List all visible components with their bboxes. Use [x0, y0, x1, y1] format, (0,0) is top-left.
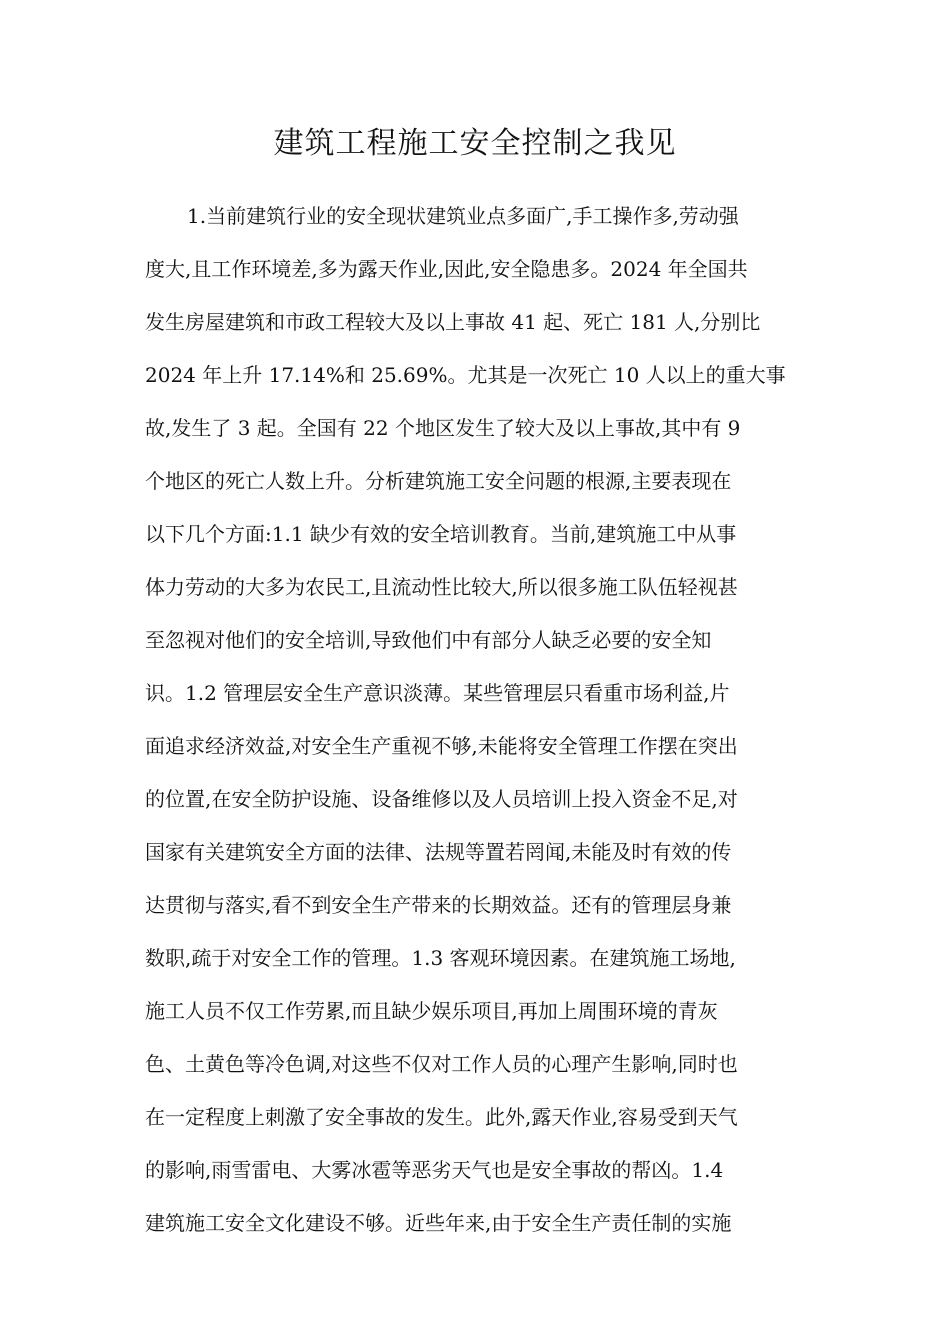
body-line: 的位置,在安全防护设施、设备维修以及人员培训上投入资金不足,对: [145, 787, 738, 811]
body-line: 发生房屋建筑和市政工程较大及以上事故 41 起、死亡 181 人,分别比: [145, 310, 761, 334]
body-line: 识。1.2 管理层安全生产意识淡薄。某些管理层只看重市场利益,片: [145, 681, 730, 705]
body-line: 故,发生了 3 起。全国有 22 个地区发生了较大及以上事故,其中有 9: [145, 416, 741, 440]
body-line: 至忽视对他们的安全培训,导致他们中有部分人缺乏必要的安全知: [145, 628, 712, 652]
document-title: 建筑工程施工安全控制之我见: [273, 126, 677, 161]
body-line: 的影响,雨雪雷电、大雾冰雹等恶劣天气也是安全事故的帮凶。1.4: [145, 1158, 724, 1182]
body-line: 面追求经济效益,对安全生产重视不够,未能将安全管理工作摆在突出: [145, 734, 738, 758]
body-line: 数职,疏于对安全工作的管理。1.3 客观环境因素。在建筑施工场地,: [145, 946, 736, 970]
body-line: 体力劳动的大多为农民工,且流动性比较大,所以很多施工队伍轻视甚: [145, 575, 738, 599]
body-line: 以下几个方面:1.1 缺少有效的安全培训教育。当前,建筑施工中从事: [145, 522, 737, 546]
body-line: 度大,且工作环境差,多为露天作业,因此,安全隐患多。2024 年全国共: [145, 257, 748, 281]
body-line: 达贯彻与落实,看不到安全生产带来的长期效益。还有的管理层身兼: [145, 893, 732, 917]
body-line: 1.当前建筑行业的安全现状建筑业点多面广,手工操作多,劳动强: [187, 204, 739, 228]
body-line: 建筑施工安全文化建设不够。近些年来,由于安全生产责任制的实施: [145, 1211, 732, 1235]
body-line: 个地区的死亡人数上升。分析建筑施工安全问题的根源,主要表现在: [145, 469, 732, 493]
body-line: 国家有关建筑安全方面的法律、法规等置若罔闻,未能及时有效的传: [145, 840, 732, 864]
body-line: 2024 年上升 17.14%和 25.69%。尤其是一次死亡 10 人以上的重大事: [145, 363, 786, 387]
body-line: 色、土黄色等冷色调,对这些不仅对工作人员的心理产生影响,同时也: [145, 1052, 738, 1076]
document-body: [145, 196, 805, 1256]
body-line: 施工人员不仅工作劳累,而且缺少娱乐项目,再加上周围环境的青灰: [145, 999, 718, 1023]
body-line: 在一定程度上刺激了安全事故的发生。此外,露天作业,容易受到天气: [145, 1105, 738, 1129]
